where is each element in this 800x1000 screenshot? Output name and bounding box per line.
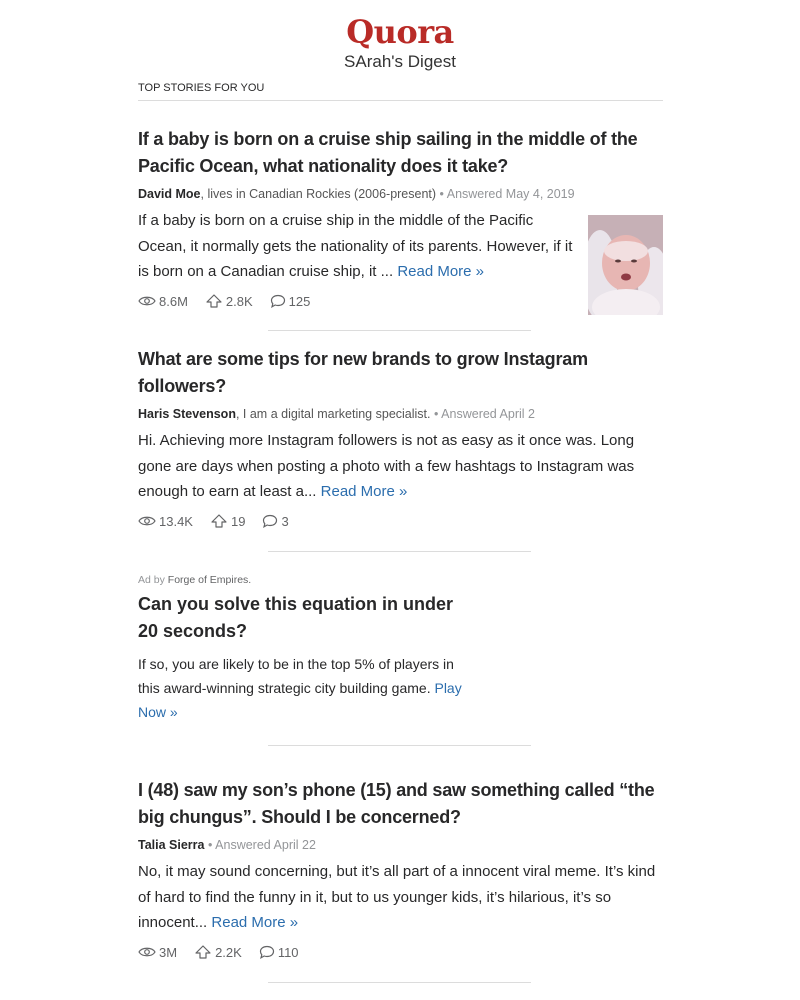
author-name[interactable]: Talia Sierra	[138, 838, 205, 852]
author-credential: , lives in Canadian Rockies (2006-present)	[200, 187, 437, 201]
answer-meta	[138, 837, 663, 853]
comment-count: 3	[281, 513, 289, 529]
ad-brand[interactable]: Forge of Empires.	[167, 574, 252, 586]
story-divider	[268, 745, 531, 746]
story-title[interactable]: What are some tips for new brands to grow Instagram followers?	[138, 349, 588, 396]
meta-separator: •	[433, 407, 439, 421]
author-credential: , I am a digital marketing specialist.	[235, 407, 431, 421]
digest-header	[0, 0, 800, 73]
story-stats	[138, 294, 663, 309]
comment-icon	[259, 945, 275, 959]
comment-count: 110	[277, 944, 299, 960]
ad-label	[138, 574, 663, 586]
quora-logo[interactable]: Quora	[346, 13, 454, 51]
comment-stat[interactable]	[270, 294, 311, 309]
excerpt-text: Hi. Achieving more Instagram followers is not as easy as it once was. Long gone are days when posting a photo with a few hashtags to Instagram was enough to earn at least a...	[138, 432, 635, 500]
read-more-link[interactable]: Read More »	[211, 914, 299, 931]
views-stat	[138, 294, 188, 309]
ad-body-text: If so, you are likely to be in the top 5% of players in this award-winning strategic city building game.	[138, 656, 454, 696]
ad-card[interactable]	[138, 574, 663, 724]
read-more-link[interactable]: Read More »	[397, 263, 485, 280]
upvote-stat[interactable]	[194, 945, 242, 960]
views-count: 13.4K	[159, 513, 193, 529]
excerpt-text: If a baby is born on a cruise ship in the middle of the Pacific Ocean, it normally gets the nationality of its parents. However, if it is born on a Canadian cruise ship, it ...	[138, 212, 573, 280]
section-title: TOP STORIES FOR YOU	[138, 82, 663, 101]
comment-stat[interactable]	[259, 945, 299, 960]
play-now-link[interactable]: Play Now »	[138, 680, 462, 720]
meta-separator: •	[439, 187, 444, 201]
upvote-stat[interactable]	[205, 294, 253, 309]
story-divider	[268, 330, 531, 331]
answered-date[interactable]: Answered April 2	[441, 407, 535, 421]
answer-excerpt	[138, 428, 663, 505]
comment-icon	[262, 514, 278, 528]
story-divider	[268, 982, 531, 983]
upvote-stat[interactable]	[210, 514, 245, 529]
eye-icon	[138, 946, 156, 958]
story-divider	[268, 551, 531, 552]
baby-thumbnail[interactable]	[588, 215, 663, 315]
comment-count: 125	[288, 293, 311, 309]
story-stats	[138, 514, 663, 529]
views-stat	[138, 945, 177, 960]
upvote-icon	[210, 514, 228, 528]
upvote-icon	[205, 294, 223, 308]
story-title[interactable]: I (48) saw my son’s phone (15) and saw something called “the big chungus”. Should I be concerned?	[138, 780, 655, 827]
digest-title: SArah's Digest	[344, 52, 456, 71]
read-more-link[interactable]: Read More »	[320, 483, 408, 500]
story-title[interactable]: If a baby is born on a cruise ship sailing in the middle of the Pacific Ocean, what nationality does it take?	[138, 129, 638, 176]
views-count: 8.6M	[159, 293, 188, 309]
answered-date[interactable]: Answered May 4, 2019	[446, 187, 575, 201]
views-stat	[138, 514, 193, 529]
answered-date[interactable]: Answered April 22	[215, 838, 316, 852]
story-card	[138, 777, 663, 960]
eye-icon	[138, 295, 156, 307]
story-stats	[138, 945, 663, 960]
answer-meta	[138, 186, 663, 202]
comment-icon	[270, 294, 286, 308]
ad-prefix: Ad by	[138, 574, 165, 586]
author-name[interactable]: David Moe	[138, 187, 201, 201]
upvote-count: 2.8K	[225, 293, 253, 309]
ad-title[interactable]: Can you solve this equation in under 20 seconds?	[138, 594, 454, 641]
comment-stat[interactable]	[262, 514, 288, 529]
story-card	[138, 346, 663, 529]
upvote-count: 19	[230, 513, 246, 529]
story-card	[138, 126, 663, 309]
eye-icon	[138, 515, 156, 527]
answer-meta	[138, 406, 663, 422]
baby-photo-icon	[588, 215, 663, 315]
answer-excerpt	[138, 859, 663, 936]
upvote-icon	[194, 945, 212, 959]
views-count: 3M	[159, 944, 178, 960]
ad-body	[138, 652, 468, 724]
meta-separator: •	[207, 838, 213, 852]
author-name[interactable]: Haris Stevenson	[138, 407, 236, 421]
excerpt-text: No, it may sound concerning, but it’s all part of a innocent viral meme. It’s kind of hard to find the funny in it, but to us younger kids, it’s hilarious, it’s so innocent...	[138, 863, 656, 931]
answer-excerpt	[138, 208, 576, 285]
upvote-count: 2.2K	[215, 944, 242, 960]
